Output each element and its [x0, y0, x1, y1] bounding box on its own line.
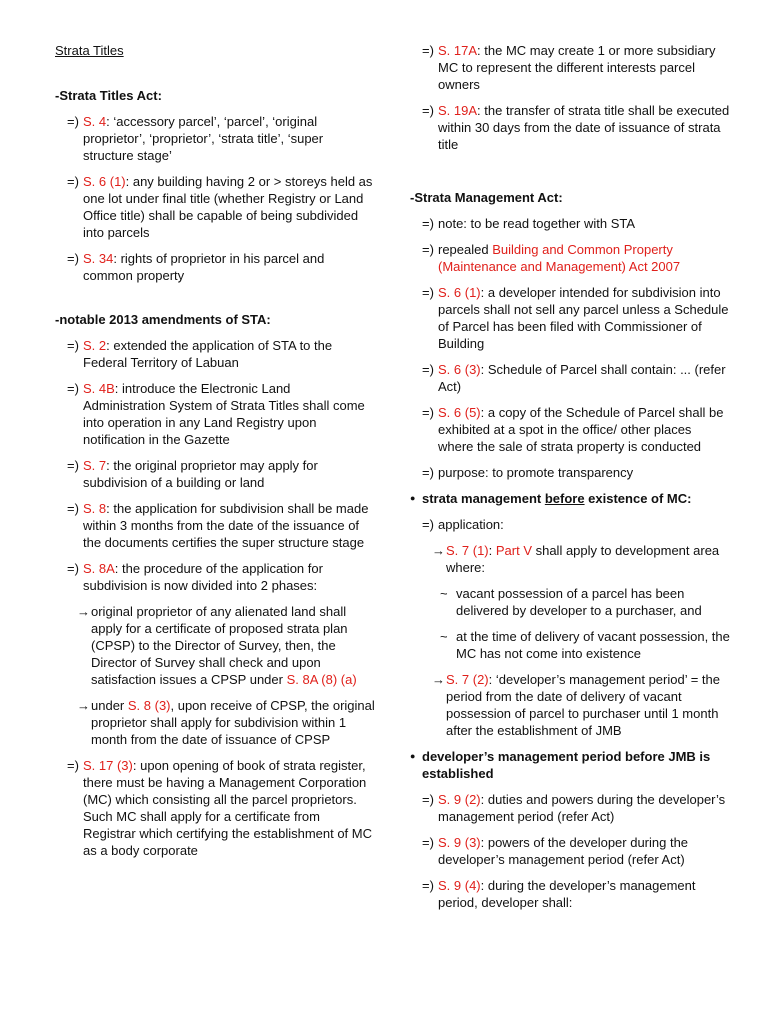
amend-item-s8 — [55, 500, 375, 551]
item-text: , upon receive of CPSP, the original proprietor shall apply for subdivision within 1 month from the date of issuance of CPSP — [91, 698, 375, 747]
item-text: note: to be read together with STA — [438, 216, 636, 231]
bullet-icon: ● — [410, 493, 416, 503]
act-ref: Building and Common Property (Maintenance and Management) Act 2007 — [438, 242, 681, 274]
section-ref: S. 7 (1) — [446, 543, 489, 558]
phase-2-item — [55, 697, 375, 748]
item-text: : the original proprietor may apply for subdivision of a building or land — [83, 458, 318, 490]
section-ref: S. 34 — [83, 251, 114, 266]
section-ref: S. 2 — [83, 338, 107, 353]
application-item — [410, 516, 730, 533]
section-ref: S. 8A (8) (a) — [286, 672, 357, 687]
sta-item-s34 — [55, 250, 375, 284]
item-text: under — [91, 698, 128, 713]
list-marker: =) — [67, 174, 79, 189]
list-marker: =) — [67, 758, 79, 773]
section-ref: S. 4B — [83, 381, 115, 396]
list-marker: =) — [422, 792, 434, 807]
list-marker: =) — [422, 242, 434, 257]
item-text: : the transfer of strata title shall be executed within 30 days from the date of issuance of strata title — [438, 103, 730, 152]
item-s19a — [410, 102, 730, 153]
section-ref: S. 8A — [83, 561, 115, 576]
list-marker: =) — [67, 338, 79, 353]
item-text: : the procedure of the application for subdivision is now divided into 2 phases: — [83, 561, 323, 593]
item-text: vacant possession of a parcel has been delivered by developer to a purchaser, and — [456, 586, 702, 618]
right-column — [410, 42, 730, 911]
sta-heading: -Strata Titles Act: — [55, 88, 162, 103]
item-text: repealed — [438, 242, 493, 257]
bullet-text-underlined: before — [544, 491, 585, 506]
arrow-icon: → — [432, 672, 445, 687]
section-ref: S. 6 (5) — [438, 405, 481, 420]
phase-1-item — [55, 603, 375, 688]
item-text: : any building having 2 or > storeys held as one lot under final title (whether Registry or Land Office title) shall be capable of being subdivided into parcels — [83, 174, 373, 240]
section-ref: S. 6 (3) — [438, 362, 481, 377]
item-text: : a copy of the Schedule of Parcel shall be exhibited at a spot in the office/ other places where the sale of strata property is conducted — [438, 405, 724, 454]
bullet-developer-period — [410, 748, 730, 782]
bullet-icon: ● — [410, 751, 416, 761]
condition-item — [410, 585, 730, 619]
item-text: original proprietor of any alienated land shall apply for a certificate of proposed strata plan (CPSP) to the Director of Survey, then, the Director of Survey shall check and upon satisfaction issues a CPSP under — [91, 604, 348, 687]
arrow-icon: → — [432, 543, 445, 558]
purpose-item — [410, 464, 730, 481]
item-text: : ‘accessory parcel’, ‘parcel’, ‘original proprietor’, ‘proprietor’, ‘strata title’, ‘super structure stage’ — [83, 114, 324, 163]
list-marker: =) — [422, 465, 434, 480]
sta-item-s4 — [55, 113, 375, 164]
item-text: : a developer intended for subdivision into parcels shall not sell any parcel unless a Schedule of Parcel has been filed with Commissioner of Building — [438, 285, 729, 351]
section-ref: S. 17 (3) — [83, 758, 133, 773]
item-text: : upon opening of book of strata register, there must be having a Management Corporation (MC) which consisting all the parcel proprietors. Such MC shall apply for a certificate from Registrar which certifying the establishment of MC as a body corporate — [83, 758, 373, 858]
section-ref: S. 17A — [438, 43, 478, 58]
amend-item-s8a — [55, 560, 375, 594]
amend-item-s2 — [55, 337, 375, 371]
list-marker: =) — [67, 561, 79, 576]
sma-item-s6-3 — [410, 361, 730, 395]
item-text: : — [488, 543, 496, 558]
amendments-heading: -notable 2013 amendments of STA: — [55, 312, 271, 327]
item-s17a — [410, 42, 730, 93]
s7-2-item — [410, 671, 730, 739]
list-marker: =) — [422, 285, 434, 300]
sta-item-s6-1 — [55, 173, 375, 241]
section-ref: S. 8 (3) — [127, 698, 171, 713]
list-marker: =) — [422, 517, 434, 532]
list-marker: =) — [67, 458, 79, 473]
section-ref: S. 8 — [83, 501, 107, 516]
section-ref: S. 6 (1) — [83, 174, 126, 189]
item-text: : Schedule of Parcel shall contain: ... (refer Act) — [438, 362, 726, 394]
s7-1-item — [410, 542, 730, 576]
item-text: application: — [438, 517, 504, 532]
bullet-text: existence of MC: — [584, 491, 692, 506]
section-ref: S. 7 — [83, 458, 107, 473]
sma-item-s6-5 — [410, 404, 730, 455]
item-text: shall apply to development area where: — [446, 543, 720, 575]
list-marker: =) — [67, 114, 79, 129]
item-text: purpose: to promote transparency — [438, 465, 634, 480]
item-text: : the MC may create 1 or more subsidiary MC to represent the different interests parcel owners — [438, 43, 716, 92]
item-text: : rights of proprietor in his parcel and common property — [83, 251, 325, 283]
sma-heading: -Strata Management Act: — [410, 190, 563, 205]
sma-item-s6-1 — [410, 284, 730, 352]
list-marker: =) — [422, 43, 434, 58]
note-item — [410, 215, 730, 232]
left-column — [55, 38, 375, 859]
section-ref: S. 6 (1) — [438, 285, 481, 300]
section-ref: S. 7 (2) — [446, 672, 489, 687]
repealed-item — [410, 241, 730, 275]
amend-item-s4b — [55, 380, 375, 448]
list-marker: =) — [422, 878, 434, 893]
list-marker: =) — [67, 501, 79, 516]
bullet-before-mc — [410, 490, 730, 507]
list-marker: =) — [67, 251, 79, 266]
item-text: : extended the application of STA to the Federal Territory of Labuan — [83, 338, 333, 370]
tilde-marker: ~ — [440, 586, 448, 601]
s9-item-4 — [410, 877, 730, 911]
s9-item-2 — [410, 791, 730, 825]
section-ref: S. 19A — [438, 103, 478, 118]
item-text: : duties and powers during the developer’s management period (refer Act) — [438, 792, 726, 824]
s9-item-3 — [410, 834, 730, 868]
section-ref: S. 9 (3) — [438, 835, 481, 850]
amend-item-s17-3 — [55, 757, 375, 859]
item-text: : during the developer’s management period, developer shall: — [438, 878, 696, 910]
list-marker: =) — [422, 103, 434, 118]
part-ref: Part V — [495, 543, 532, 558]
list-marker: =) — [67, 381, 79, 396]
bullet-text: developer’s management period before JMB is established — [422, 749, 711, 781]
list-marker: =) — [422, 835, 434, 850]
item-text: : powers of the developer during the developer’s management period (refer Act) — [438, 835, 689, 867]
list-marker: =) — [422, 405, 434, 420]
section-ref: S. 9 (4) — [438, 878, 481, 893]
document-title: Strata Titles — [55, 43, 124, 58]
section-ref: S. 4 — [83, 114, 107, 129]
tilde-marker: ~ — [440, 629, 448, 644]
amend-item-s7 — [55, 457, 375, 491]
bullet-text: strata management — [422, 491, 545, 506]
condition-item — [410, 628, 730, 662]
list-marker: =) — [422, 216, 434, 231]
arrow-icon: → — [77, 698, 90, 713]
section-ref: S. 9 (2) — [438, 792, 481, 807]
item-text: : ‘developer’s management period’ = the period from the date of delivery of vacant possession of parcel to purchaser until 1 month after the establishment of JMB — [446, 672, 721, 738]
arrow-icon: → — [77, 604, 90, 619]
list-marker: =) — [422, 362, 434, 377]
item-text: : the application for subdivision shall be made within 3 months from the date of the issuance of the documents certifies the super structure stage — [83, 501, 369, 550]
item-text: : introduce the Electronic Land Administration System of Strata Titles shall come into operation in any Land Registry upon notification in the Gazette — [83, 381, 365, 447]
item-text: at the time of delivery of vacant possession, the MC has not come into existence — [456, 629, 730, 661]
